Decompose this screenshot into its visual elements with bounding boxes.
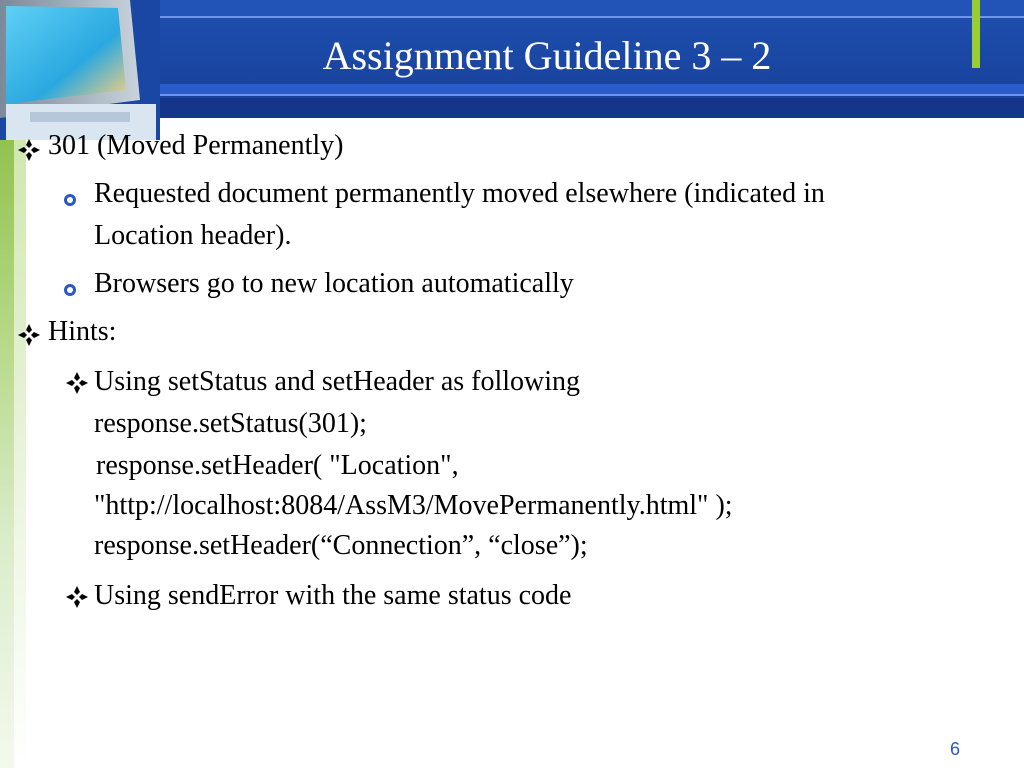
bullet-301-moved: 301 (Moved Permanently) (48, 130, 344, 161)
diamond-bullet-icon (64, 370, 90, 396)
slide-title: Assignment Guideline 3 – 2 (322, 33, 772, 78)
page-number: 6 (949, 739, 960, 759)
diamond-bullet-icon (16, 322, 42, 348)
hint-setstatus-line1: Using setStatus and setHeader as following (94, 366, 581, 397)
sub-bullet-requested-line2: Location header). (94, 220, 292, 251)
hint-setstatus-line4: "http://localhost:8084/AssM3/MovePermanently.html" ); (94, 490, 733, 521)
hint-setstatus-line2: response.setStatus(301); (94, 408, 367, 439)
sub-bullet-requested-line1: Requested document permanently moved elsewhere (indicated in (94, 178, 825, 209)
sub-bullet-browsers: Browsers go to new location automatically (94, 268, 574, 299)
hint-setstatus-line5: response.setHeader(“Connection”, “close”); (94, 530, 588, 561)
diamond-bullet-icon (16, 137, 42, 163)
circle-bullet-icon (64, 194, 76, 206)
diamond-bullet-icon (64, 584, 90, 610)
hint-setstatus-line3: response.setHeader( "Location", (96, 450, 459, 481)
hint-senderror: Using sendError with the same status code (94, 580, 572, 611)
bullet-hints: Hints: (48, 316, 117, 347)
circle-bullet-icon (64, 284, 76, 296)
